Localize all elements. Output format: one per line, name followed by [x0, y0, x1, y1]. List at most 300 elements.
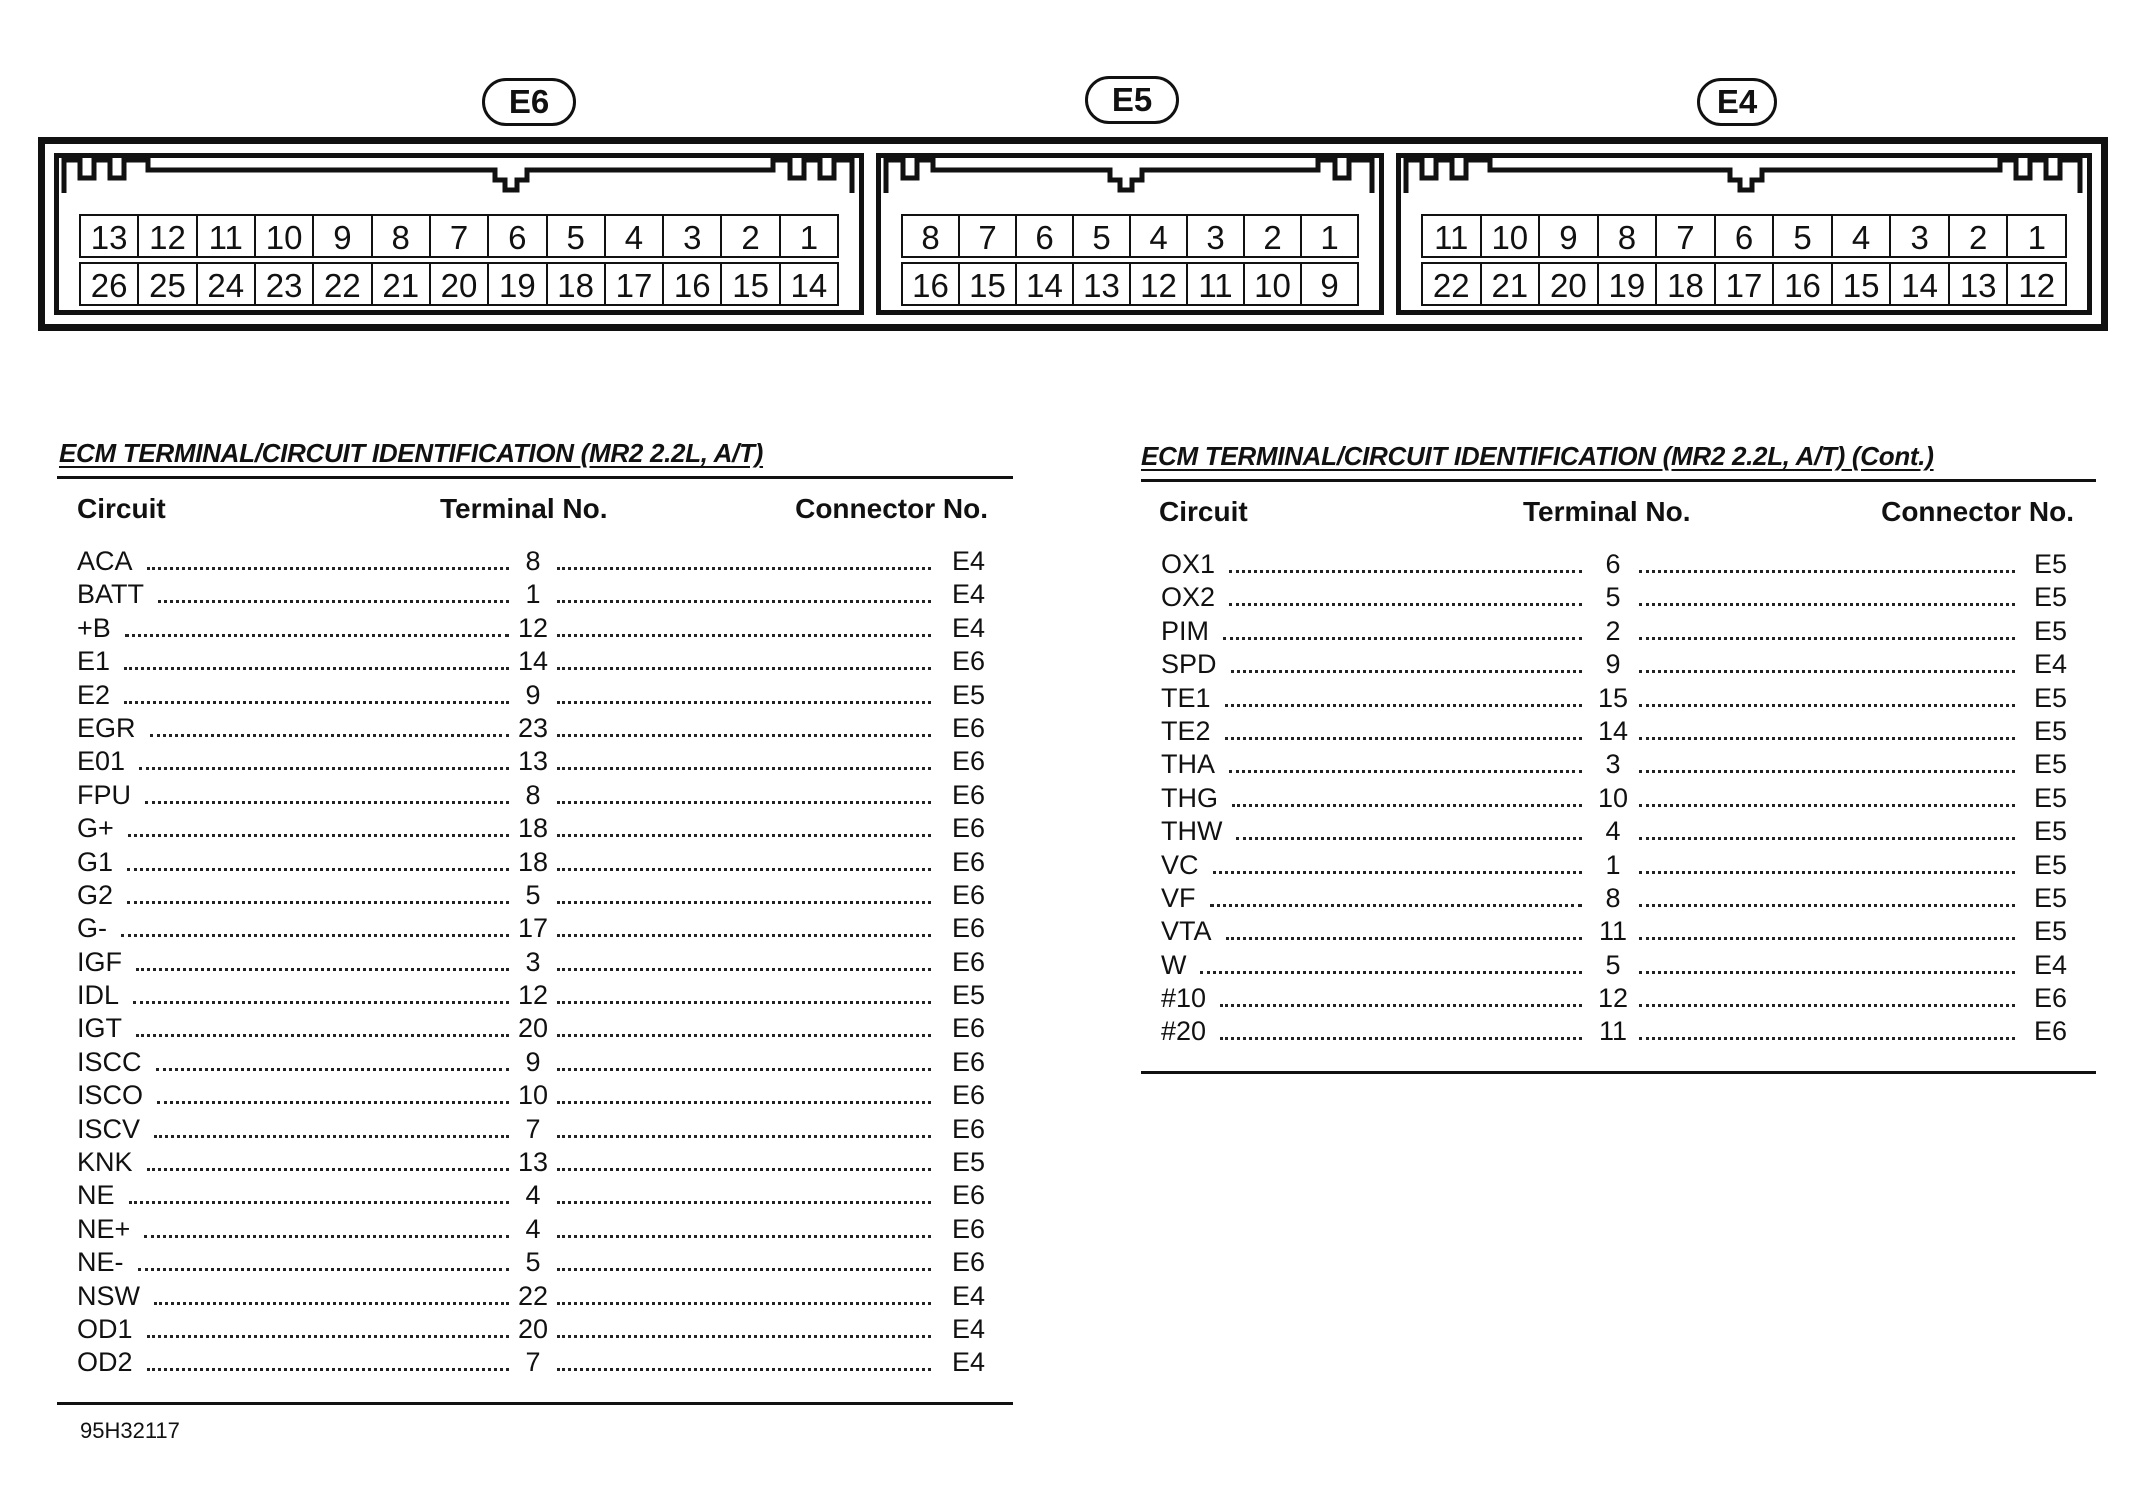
pin-cell: 1	[1300, 214, 1359, 258]
pin-row-bottom	[901, 262, 1359, 306]
pin-cell: 22	[1421, 262, 1482, 306]
circuit-name: E01	[77, 746, 126, 777]
pin-cell: 11	[1186, 262, 1245, 306]
connector-number: E5	[2034, 615, 2068, 646]
pin-cell: 13	[1948, 262, 2009, 306]
title-rule	[57, 476, 1013, 479]
leader-dots	[127, 868, 509, 871]
connector-number: E5	[2034, 916, 2068, 947]
leader-dots	[1220, 1037, 1582, 1040]
leader-dots	[1639, 670, 2015, 673]
table-row	[1141, 849, 2096, 882]
table-row	[1141, 548, 2096, 581]
leader-dots	[1231, 670, 1582, 673]
leader-dots	[1213, 871, 1582, 874]
pin-cell: 21	[1480, 262, 1541, 306]
connector-number: E5	[2034, 582, 2068, 613]
leader-dots	[557, 834, 931, 837]
pin-cell: 7	[1655, 214, 1716, 258]
pin-row-top	[1421, 214, 2067, 258]
table-row	[57, 1179, 1013, 1212]
connector-number: E5	[952, 679, 986, 710]
table-row	[57, 812, 1013, 845]
circuit-name: OX2	[1161, 582, 1216, 613]
connector-number: E6	[952, 746, 986, 777]
leader-dots	[121, 934, 509, 937]
terminal-number: 12	[1597, 983, 1629, 1014]
leader-dots	[154, 1135, 509, 1138]
pin-cell: 3	[1186, 214, 1245, 258]
connector-number: E6	[952, 1080, 986, 1111]
table-rows	[57, 545, 1013, 1380]
pin-cell: 8	[371, 214, 431, 258]
connector-number: E6	[952, 813, 986, 844]
terminal-number: 17	[517, 913, 549, 944]
pin-cell: 16	[1772, 262, 1833, 306]
leader-dots	[1210, 904, 1582, 907]
terminal-number: 14	[1597, 715, 1629, 746]
pin-cell: 13	[79, 214, 139, 258]
connector-number: E6	[952, 1113, 986, 1144]
connector-number: E6	[952, 1013, 986, 1044]
header-terminal: Terminal No.	[1523, 496, 1691, 527]
leader-dots	[136, 1034, 509, 1037]
circuit-name: THW	[1161, 816, 1223, 847]
pin-cell: 10	[1480, 214, 1541, 258]
leader-dots	[147, 1168, 509, 1171]
table-row	[57, 846, 1013, 879]
pin-cell: 7	[958, 214, 1017, 258]
leader-dots	[1639, 1004, 2015, 1007]
leader-dots	[138, 1268, 509, 1271]
terminal-number: 22	[517, 1280, 549, 1311]
circuit-name: FPU	[77, 779, 131, 810]
connector-number: E5	[952, 980, 986, 1011]
terminal-number: 8	[525, 779, 541, 810]
pin-cell: 11	[196, 214, 256, 258]
leader-dots	[557, 734, 931, 737]
connector-number: E5	[2034, 682, 2068, 713]
circuit-name: ISCC	[77, 1046, 142, 1077]
circuit-name: #10	[1161, 983, 1207, 1014]
terminal-number: 8	[1605, 882, 1621, 913]
table-rows	[1141, 548, 2096, 1049]
leader-dots	[1639, 804, 2015, 807]
connector-number: E5	[2034, 715, 2068, 746]
leader-dots	[133, 1001, 509, 1004]
pin-cell: 8	[1597, 214, 1658, 258]
pin-cell: 21	[371, 262, 431, 306]
connector-number: E5	[2034, 749, 2068, 780]
connector-number: E4	[952, 546, 986, 576]
pin-cell: 9	[312, 214, 372, 258]
table-row	[57, 1012, 1013, 1045]
pin-cell: 8	[901, 214, 960, 258]
pin-cell: 20	[429, 262, 489, 306]
leader-dots	[1232, 804, 1582, 807]
pin-cell: 9	[1300, 262, 1359, 306]
leader-dots	[557, 634, 931, 637]
circuit-name: G1	[77, 846, 114, 877]
table-header	[57, 493, 1013, 539]
table-row	[57, 612, 1013, 645]
leader-dots	[557, 667, 931, 670]
terminal-number: 11	[1598, 916, 1628, 947]
leader-dots	[557, 1201, 931, 1204]
connector-e5	[876, 153, 1384, 315]
pin-cell: 18	[1655, 262, 1716, 306]
table-row	[57, 1046, 1013, 1079]
terminal-number: 2	[1605, 615, 1621, 646]
pin-row-bottom	[1421, 262, 2067, 306]
table-row	[1141, 648, 2096, 681]
terminal-number: 18	[517, 813, 549, 844]
circuit-name: KNK	[77, 1147, 133, 1178]
pin-cell: 18	[546, 262, 606, 306]
leader-dots	[557, 767, 931, 770]
pin-cell: 12	[2006, 262, 2067, 306]
pin-cell: 14	[1889, 262, 1950, 306]
leader-dots	[145, 801, 509, 804]
terminal-number: 1	[1605, 849, 1621, 880]
connector-number: E5	[2034, 782, 2068, 813]
connector-number: E6	[952, 646, 986, 677]
pin-cell: 3	[1889, 214, 1950, 258]
pin-cell: 15	[958, 262, 1017, 306]
terminal-number: 12	[517, 980, 549, 1011]
circuit-name: ISCV	[77, 1113, 141, 1144]
pin-cell: 25	[137, 262, 197, 306]
header-connector: Connector No.	[1881, 496, 2074, 527]
table-row	[57, 679, 1013, 712]
terminal-number: 3	[525, 946, 541, 977]
connector-number: E6	[952, 1213, 986, 1244]
connector-number: E6	[952, 879, 986, 910]
table-row	[1141, 1015, 2096, 1048]
table-row	[57, 1213, 1013, 1246]
title-rule	[1141, 479, 2096, 482]
circuit-name: OX1	[1161, 549, 1216, 579]
leader-dots	[557, 801, 931, 804]
circuit-name: VF	[1161, 882, 1196, 913]
connector-number: E6	[952, 1180, 986, 1211]
circuit-name: #20	[1161, 1016, 1207, 1047]
table-title: ECM TERMINAL/CIRCUIT IDENTIFICATION (MR2 2.2L, A/T)	[59, 438, 764, 468]
connector-label-e5: E5	[1085, 76, 1179, 124]
table-row	[57, 912, 1013, 945]
leader-dots	[1639, 937, 2015, 940]
terminal-number: 5	[1605, 582, 1621, 613]
circuit-name: NE	[77, 1180, 115, 1211]
terminal-number: 20	[517, 1313, 549, 1344]
pin-cell: 5	[1072, 214, 1131, 258]
circuit-name: BATT	[77, 579, 144, 610]
circuit-name: E1	[77, 646, 111, 677]
circuit-name: NE-	[77, 1247, 124, 1278]
pin-cell: 11	[1421, 214, 1482, 258]
connector-number: E5	[2034, 882, 2068, 913]
table-row	[57, 979, 1013, 1012]
table-row	[57, 1079, 1013, 1112]
circuit-name: IGF	[77, 946, 122, 977]
leader-dots	[557, 701, 931, 704]
circuit-name: TE1	[1161, 682, 1211, 713]
pin-cell: 2	[720, 214, 780, 258]
circuit-name: ACA	[77, 546, 133, 576]
pin-cell: 12	[1129, 262, 1188, 306]
circuit-name: IDL	[77, 980, 120, 1011]
circuit-name: EGR	[77, 712, 136, 743]
leader-dots	[557, 934, 931, 937]
connector-number: E6	[952, 1247, 986, 1278]
table-row	[1141, 882, 2096, 915]
table-row	[57, 1146, 1013, 1179]
leader-dots	[557, 1335, 931, 1338]
pin-cell: 4	[604, 214, 664, 258]
leader-dots	[1639, 1037, 2015, 1040]
terminal-number: 13	[517, 746, 549, 777]
terminal-number: 9	[525, 1046, 541, 1077]
leader-dots	[1639, 603, 2015, 606]
circuit-name: +B	[77, 612, 111, 643]
terminal-number: 11	[1598, 1016, 1628, 1047]
header-connector: Connector No.	[795, 493, 988, 524]
pin-cell: 26	[79, 262, 139, 306]
leader-dots	[1200, 971, 1582, 974]
pin-cell: 16	[662, 262, 722, 306]
table-row	[57, 779, 1013, 812]
leader-dots	[557, 968, 931, 971]
circuit-name: OD2	[77, 1347, 133, 1378]
pin-cell: 22	[312, 262, 372, 306]
pin-cell: 9	[1538, 214, 1599, 258]
circuit-name: ISCO	[77, 1080, 144, 1111]
terminal-number: 4	[1605, 816, 1621, 847]
leader-dots	[147, 1335, 509, 1338]
circuit-name: G2	[77, 879, 114, 910]
circuit-name: THG	[1161, 782, 1218, 813]
terminal-number: 12	[517, 612, 549, 643]
connector-number: E4	[952, 1313, 986, 1344]
leader-dots	[124, 667, 509, 670]
leader-dots	[136, 968, 509, 971]
pin-cell: 12	[137, 214, 197, 258]
pin-cell: 15	[720, 262, 780, 306]
terminal-number: 10	[517, 1080, 549, 1111]
table-row	[57, 1246, 1013, 1279]
leader-dots	[156, 1068, 509, 1071]
circuit-name: THA	[1161, 749, 1215, 780]
pin-cell: 17	[604, 262, 664, 306]
terminal-number: 5	[1605, 949, 1621, 980]
leader-dots	[557, 868, 931, 871]
terminal-number: 9	[525, 679, 541, 710]
connector-number: E5	[2034, 549, 2068, 579]
leader-dots	[157, 1101, 509, 1104]
leader-dots	[1639, 770, 2015, 773]
circuit-name: G+	[77, 813, 114, 844]
leader-dots	[147, 1368, 509, 1371]
leader-dots	[1639, 704, 2015, 707]
circuit-name: VC	[1161, 849, 1199, 880]
table-row	[57, 645, 1013, 678]
circuit-name: IGT	[77, 1013, 122, 1044]
pin-cell: 16	[901, 262, 960, 306]
table-row	[57, 578, 1013, 611]
header-circuit: Circuit	[1159, 496, 1248, 527]
pin-cell: 2	[1243, 214, 1302, 258]
connector-number: E6	[952, 846, 986, 877]
circuit-name: E2	[77, 679, 111, 710]
connector-label-e6: E6	[482, 78, 576, 126]
table-row	[57, 1313, 1013, 1346]
connector-number: E6	[952, 913, 986, 944]
table-row	[1141, 915, 2096, 948]
connector-number: E6	[2034, 983, 2068, 1014]
terminal-number: 3	[1605, 749, 1621, 780]
leader-dots	[557, 1135, 931, 1138]
table-row	[1141, 815, 2096, 848]
header-terminal: Terminal No.	[440, 493, 608, 524]
terminal-number: 20	[517, 1013, 549, 1044]
leader-dots	[557, 1168, 931, 1171]
terminal-number: 7	[525, 1347, 541, 1378]
table-row	[57, 545, 1013, 578]
circuit-name: G-	[77, 913, 107, 944]
terminal-number: 9	[1605, 649, 1621, 680]
pin-cell: 4	[1831, 214, 1892, 258]
terminal-number: 15	[1597, 682, 1629, 713]
terminal-table-left	[57, 438, 1013, 1405]
connector-e4	[1396, 153, 2092, 315]
pin-row-bottom	[79, 262, 839, 306]
leader-dots	[1639, 637, 2015, 640]
leader-dots	[124, 701, 509, 704]
terminal-number: 23	[517, 712, 549, 743]
pin-cell: 5	[546, 214, 606, 258]
connector-number: E6	[952, 712, 986, 743]
table-row	[1141, 982, 2096, 1015]
circuit-name: SPD	[1161, 649, 1217, 680]
connector-number: E6	[952, 779, 986, 810]
connector-number: E4	[952, 612, 986, 643]
terminal-number: 4	[525, 1213, 541, 1244]
leader-dots	[1639, 971, 2015, 974]
circuit-name: PIM	[1161, 615, 1210, 646]
pin-cell: 3	[662, 214, 722, 258]
leader-dots	[557, 1268, 931, 1271]
terminal-number: 5	[525, 879, 541, 910]
pin-cell: 6	[1714, 214, 1775, 258]
pin-cell: 13	[1072, 262, 1131, 306]
leader-dots	[557, 1302, 931, 1305]
leader-dots	[150, 734, 509, 737]
leader-dots	[557, 1368, 931, 1371]
pin-cell: 1	[2006, 214, 2067, 258]
pin-cell: 19	[1597, 262, 1658, 306]
table-row	[57, 1113, 1013, 1146]
leader-dots	[144, 1235, 509, 1238]
leader-dots	[1225, 737, 1582, 740]
leader-dots	[1225, 704, 1582, 707]
table-row	[1141, 581, 2096, 614]
circuit-name: NSW	[77, 1280, 140, 1311]
table-row	[57, 879, 1013, 912]
bottom-rule	[1141, 1071, 2096, 1074]
table-row	[57, 712, 1013, 745]
terminal-number: 10	[1597, 782, 1629, 813]
terminal-number: 7	[525, 1113, 541, 1144]
terminal-number: 5	[525, 1247, 541, 1278]
connector-e6	[54, 153, 864, 315]
pin-cell: 4	[1129, 214, 1188, 258]
leader-dots	[1639, 904, 2015, 907]
connector-number: E5	[952, 1147, 986, 1178]
pin-cell: 23	[254, 262, 314, 306]
connector-number: E6	[952, 946, 986, 977]
table-row	[1141, 615, 2096, 648]
pin-cell: 14	[1015, 262, 1074, 306]
connector-label-e4: E4	[1697, 78, 1777, 126]
connector-number: E4	[952, 1280, 986, 1311]
pin-cell: 24	[196, 262, 256, 306]
circuit-name: VTA	[1161, 916, 1212, 947]
bottom-rule	[57, 1402, 1013, 1405]
leader-dots	[1639, 570, 2015, 573]
terminal-number: 14	[517, 646, 549, 677]
pin-cell: 17	[1714, 262, 1775, 306]
table-row	[57, 946, 1013, 979]
leader-dots	[557, 1235, 931, 1238]
pin-cell: 20	[1538, 262, 1599, 306]
pin-cell: 19	[487, 262, 547, 306]
header-circuit: Circuit	[77, 493, 166, 524]
connector-number: E4	[952, 579, 986, 610]
pin-cell: 6	[487, 214, 547, 258]
pin-cell: 5	[1772, 214, 1833, 258]
leader-dots	[1226, 937, 1582, 940]
pin-cell: 14	[779, 262, 839, 306]
table-header	[1141, 496, 2096, 542]
table-row	[1141, 715, 2096, 748]
terminal-number: 4	[525, 1180, 541, 1211]
terminal-number: 13	[517, 1147, 549, 1178]
pin-cell: 15	[1831, 262, 1892, 306]
circuit-name: W	[1161, 949, 1187, 980]
connector-number: E6	[2034, 1016, 2068, 1047]
leader-dots	[127, 901, 509, 904]
connector-number: E4	[2034, 649, 2068, 680]
leader-dots	[1223, 637, 1582, 640]
leader-dots	[1236, 837, 1582, 840]
connector-number: E6	[952, 1046, 986, 1077]
terminal-number: 8	[525, 546, 541, 576]
table-row	[1141, 682, 2096, 715]
figure-code: 95H32117	[80, 1418, 180, 1443]
leader-dots	[128, 834, 509, 837]
terminal-table-right	[1141, 441, 2096, 1074]
pin-cell: 1	[779, 214, 839, 258]
pin-row-top	[901, 214, 1359, 258]
pin-row-top	[79, 214, 839, 258]
connector-number: E5	[2034, 849, 2068, 880]
leader-dots	[557, 1001, 931, 1004]
connector-number: E5	[2034, 816, 2068, 847]
leader-dots	[139, 767, 509, 770]
table-row	[1141, 782, 2096, 815]
leader-dots	[1639, 837, 2015, 840]
table-row	[57, 1280, 1013, 1313]
